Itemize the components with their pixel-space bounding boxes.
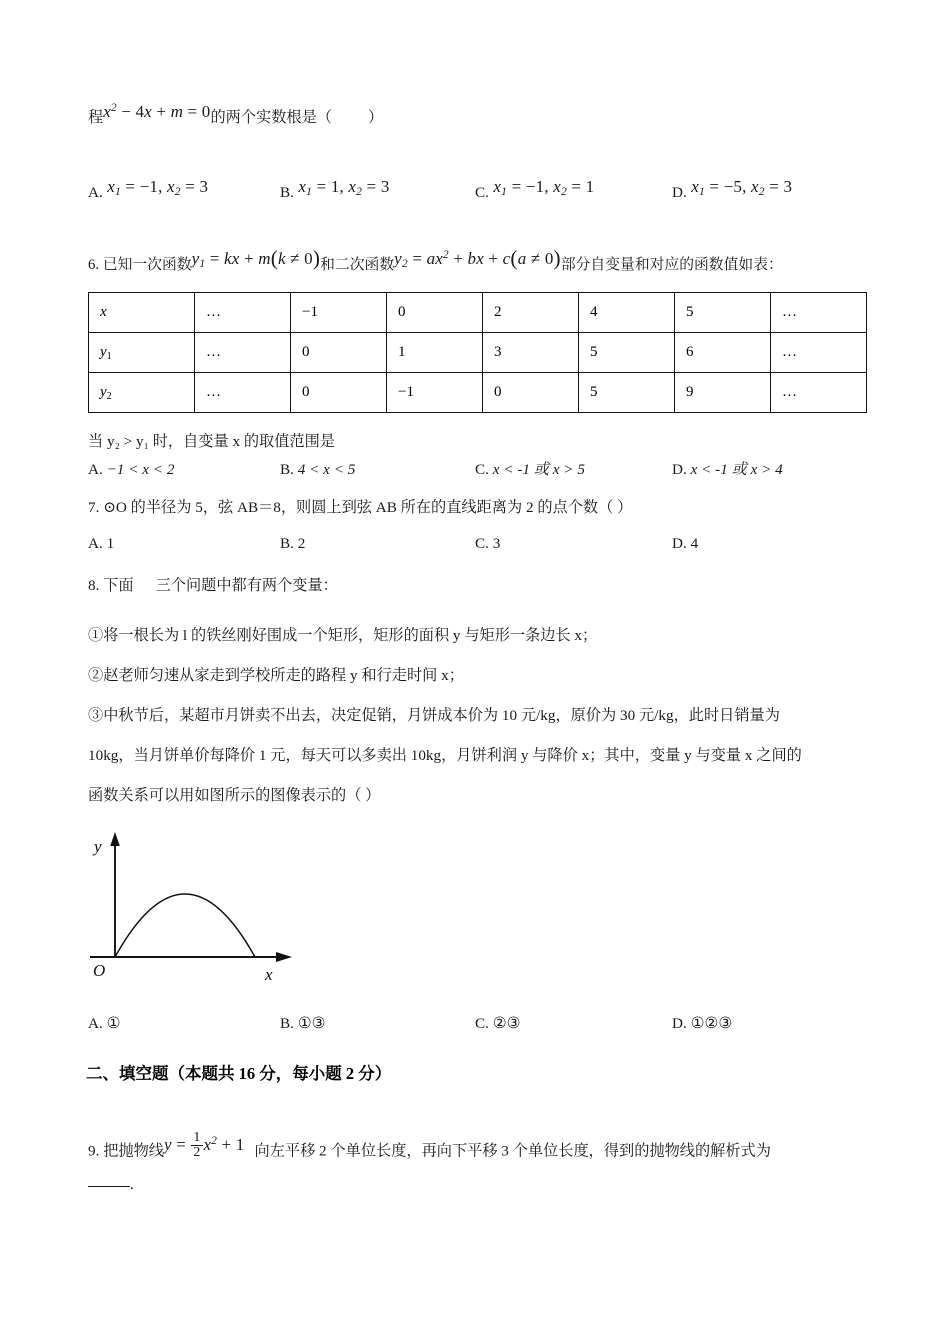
q6-option-c-letter: C. [475,461,489,478]
q5-option-b-x2: 3 [380,177,390,196]
x-axis-arrowhead [276,952,292,962]
q5-stem-prefix: 程 [88,109,104,126]
parabola-figure [80,825,380,990]
table-row [89,373,867,413]
q7-option-a-text: 1 [106,535,115,552]
table-cell: 0 [387,293,483,333]
q8-option-c-letter: C. [475,1015,489,1032]
table-cell: 2 [483,293,579,333]
q8-intro-b: 三个问题中都有两个变量： [155,577,338,594]
table-cell: −1 [291,293,387,333]
function-values-table [88,292,867,413]
q9-formula: y = $\frac{1}{2}$ $x^2 + 1$ [163,1130,245,1161]
table-row [89,333,867,373]
q8-option-a-text: ① [106,1015,121,1032]
table-cell: … [771,333,867,373]
q9-answer-blank[interactable] [88,1176,134,1194]
parabola-curve [115,894,255,957]
q5-stem-suffix: 的两个实数根是（ [210,109,332,126]
q5-option-a-letter: A. [88,184,103,201]
table-cell: 5 [579,333,675,373]
q6-option-d-text: x < -1 或 x > 4 [690,461,783,478]
q6-option-b[interactable] [280,462,355,477]
table-cell: −1 [387,373,483,413]
q8-option-b-text: ①③ [297,1015,326,1032]
q6-text-a: 已知一次函数 [102,257,192,273]
q6-number: 6. [88,257,100,273]
q5-option-a-x2: 3 [199,177,209,196]
q5-option-d[interactable]: D. $x_1 = -5$, $x_2 = 3$ [672,177,793,201]
q8-option-d-letter: D. [672,1015,687,1032]
q6-option-c[interactable] [475,462,585,477]
q8-item-2: ②赵老师匀速从家走到学校所走的路程 y 和行走时间 x； [88,667,464,684]
q5-option-d-letter: D. [672,184,687,201]
table-row [89,293,867,333]
q8-option-d[interactable] [672,1016,732,1032]
q8-option-a[interactable] [88,1016,120,1032]
table-cell: 3 [483,333,579,373]
q5-option-c-x1: −1 [525,177,545,196]
q8-option-c[interactable] [475,1016,521,1032]
q5-option-b-x1: 1 [330,177,340,196]
q5-stem-close: ） [367,109,384,126]
q5-option-b[interactable]: B. $x_1 = 1$, $x_2 = 3$ [280,177,390,201]
q5-option-c-x2: 1 [585,177,595,196]
question-9-stem [88,1130,771,1165]
q6-text-b: 和二次函数 [320,257,395,273]
table-cell: … [771,293,867,333]
q8-number: 8. [88,577,100,594]
q8-option-d-text: ①②③ [690,1015,733,1032]
origin-label: O [93,961,106,980]
x-axis-label: x [265,965,273,984]
q8-item-1: ①将一根长为 l 的铁丝刚好围成一个矩形，矩形的面积 y 与矩形一条边长 x； [88,627,598,644]
table-cell: … [195,333,291,373]
q6-formula-linear: $y_1$ = kx + m(k ≠ 0) [191,246,321,271]
q7-option-a[interactable] [88,536,114,551]
table-cell: … [771,373,867,413]
q7-option-d-text: 4 [690,535,699,552]
fraction-denominator: 2 [193,1145,201,1161]
table-row-label: $y_2$ [89,373,195,413]
q6-option-d[interactable] [672,462,783,477]
q6-option-a-letter: A. [88,461,103,478]
q8-option-b[interactable] [280,1016,326,1032]
q6-text-c: 部分自变量和对应的函数值如表： [560,257,783,273]
table-cell: … [195,373,291,413]
table-cell: 9 [675,373,771,413]
q5-option-a-x1: −1 [139,177,159,196]
q7-option-a-letter: A. [88,535,103,552]
parabola-svg [80,825,380,990]
q7-option-c[interactable] [475,536,500,551]
q5-option-c-letter: C. [475,184,489,201]
q5-option-c[interactable]: C. $x_1 = -1$, $x_2 = 1$ [475,177,595,201]
table-cell: … [195,293,291,333]
q8-option-b-letter: B. [280,1015,294,1032]
question-6-stem [88,246,783,275]
q7-option-c-letter: C. [475,535,489,552]
q6-option-c-text: x < -1 或 x > 5 [492,461,585,478]
y-axis-arrowhead [110,832,120,846]
y-axis-label: y [94,837,102,856]
q6-option-b-letter: B. [280,461,294,478]
table-cell: 5 [675,293,771,333]
q8-intro-a: 下面 [103,577,134,594]
table-cell: 0 [483,373,579,413]
q8-item-3-line-2: 10kg，当月饼单价每降价 1 元，每天可以多卖出 10kg，月饼利润 y 与降价 x；其中，变量 y 与变量 x 之间的 [88,747,802,764]
table-cell: 5 [579,373,675,413]
q6-option-b-text: 4 < x < 5 [297,461,356,478]
q6-condition: 当 y₂ > y₁ 时，自变量 x 的取值范围是 [88,433,335,450]
q8-item-3-line-1: ③中秋节后，某超市月饼卖不出去，决定促销，月饼成本价为 10 元/kg，原价为 30 元/kg，此时日销量为 [88,707,780,724]
table-cell: 0 [291,333,387,373]
table-row-label: x [89,293,195,333]
question-7-stem [88,500,632,515]
q5-option-b-letter: B. [280,184,294,201]
q7-option-d-letter: D. [672,535,687,552]
q7-option-c-text: 3 [492,535,501,552]
table-cell: 6 [675,333,771,373]
question-5-stem [88,102,384,126]
table-cell: 0 [291,373,387,413]
table-row-label: $y_1$ [89,333,195,373]
q5-option-d-x1: −5 [723,177,743,196]
answer-rule [88,1186,130,1187]
q7-option-b-text: 2 [297,535,306,552]
q6-option-a[interactable] [88,462,174,477]
table-cell: 4 [579,293,675,333]
q7-text: ⊙O 的半径为 5，弦 AB＝8，则圆上到弦 AB 所在的直线距离为 2 的点个数（ ） [103,499,633,516]
q7-number: 7. [88,499,100,516]
q8-option-a-letter: A. [88,1015,103,1032]
q9-number: 9. [88,1142,100,1160]
q6-formula-quadratic: $y_2 = ax^2$ + bx + c(a ≠ 0) [394,246,561,271]
question-8-stem [88,578,338,593]
q5-option-a[interactable]: A. $x_1 = -1$, $x_2 = 3$ [88,177,209,201]
fraction-numerator: 1 [193,1130,201,1145]
q9-text-a: 把抛物线 [103,1142,164,1160]
q5-equation: $x^2 - 4x + m = 0$ [103,102,211,121]
table-cell: 1 [387,333,483,373]
q7-option-d[interactable] [672,536,698,551]
q6-option-d-letter: D. [672,461,687,478]
q9-blank-period: . [130,1176,134,1193]
section-2-heading: 二、填空题（本题共 16 分，每小题 2 分） [86,1064,392,1083]
q6-option-a-text: −1 < x < 2 [106,461,175,478]
q8-item-3-line-3: 函数关系可以用如图所示的图像表示的（ ） [88,787,381,804]
q8-option-c-text: ②③ [492,1015,521,1032]
q5-option-d-x2: 3 [783,177,793,196]
one-half-fraction [191,1131,202,1160]
q7-option-b-letter: B. [280,535,294,552]
q9-text-b: 向左平移 2 个单位长度，再向下平移 3 个单位长度，得到的抛物线的解析式为 [254,1142,771,1160]
q7-option-b[interactable] [280,536,305,551]
